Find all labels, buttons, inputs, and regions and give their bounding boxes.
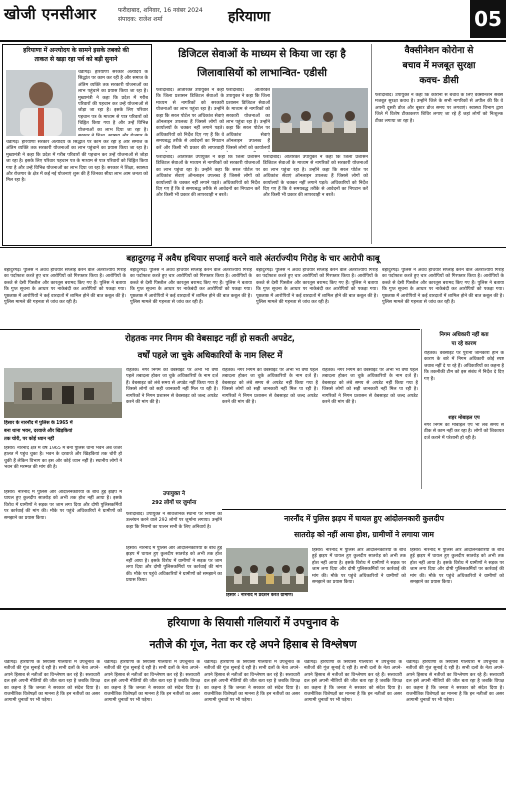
- sidebar1-subhead: शहर मोबाइल एप: [448, 415, 480, 421]
- story5-headline-line2: वर्षों पहले जा चुके अधिकारियों के नाम लिस्ट में: [137, 351, 283, 361]
- divider-top-right: [371, 44, 372, 244]
- story5-body-col2: रोहतक। नगर निगम की वेबसाइट पर अभी भी वर्षों पहले तबादला होकर जा चुके अधिकारियों के नाम दर्ज हैं। वेबसाइट को लंबे समय से अपडेट नहीं किया गया है जिससे लोगों को सही जानकारी नहीं मिल पा रही है। नागरिकों ने निगम प्रशासन से वेबसाइट को जल्द अपडेट करने की मांग की है।: [222, 368, 318, 406]
- rule-2: [0, 329, 420, 330]
- building-photo: [4, 368, 122, 418]
- rule-1: [0, 247, 506, 248]
- section-title: हरियाणा: [228, 9, 271, 25]
- portrait-photo-art: [6, 70, 76, 136]
- story9-body-col2: चंडीगढ़। हरियाणा के सियासी गलियारों में उपचुनाव के नतीजों की गूंज सुनाई दे रही है। सभी दलों के नेता अपने-अपने हिसाब से नतीजों का विश्लेषण कर रहे हैं। सत्ताधारी दल इसे अपनी नीतियों की जीत बता रहा है जबकि विपक्ष का कहना है कि जनता ने सरकार को संदेश दिया है। राजनीतिक विशेषज्ञों का मानना है कि इन नतीजों का असर आगामी चुनावों पर भी पड़ेगा।: [104, 660, 200, 704]
- story3-headline-line1: वैक्सीनेशन कोरोना से: [404, 46, 474, 56]
- dateline: [118, 6, 203, 24]
- story5-body-col3: रोहतक। नगर निगम की वेबसाइट पर अभी भी वर्षों पहले तबादला होकर जा चुके अधिकारियों के नाम दर्ज हैं। वेबसाइट को लंबे समय से अपडेट नहीं किया गया है जिससे लोगों को सही जानकारी नहीं मिल पा रही है। नागरिकों ने निगम प्रशासन से वेबसाइट को जल्द अपडेट करने की मांग की है।: [322, 368, 418, 406]
- protest-photo-art: [226, 548, 308, 592]
- story8-headline-line2: सातरोड़ को नहीं आया होश, ग्रामीणों ने लगाया जाम: [294, 530, 434, 539]
- sidebar1-headline-line2: पा रहे कारण: [451, 341, 477, 347]
- story6-headline: [4, 420, 122, 444]
- building-photo-art: [4, 368, 122, 418]
- dateline-editor: संपादक: राजेश शर्मा: [118, 16, 163, 23]
- divider-sidebar: [421, 329, 422, 489]
- story8-body-col3: हिसार। नारनौंद में पुलिस और आंदोलनकारियों के बीच हुई झड़प में घायल हुए कुलदीप सातरोड़ को अभी तक होश नहीं आया है। इसके विरोध में ग्रामीणों ने सड़क पर जाम लगा दिया और दोषी पुलिसकर्मियों पर कार्रवाई की मांग की। मौके पर पहुंचे अधिकारियों ने ग्रामीणों को समझाने का प्रयास किया।: [410, 548, 504, 586]
- story4-headline: बहादुरगढ़ में अवैध हथियार सप्लाई करने वाले अंतर्राज्यीय गिरोह के चार आरोपी काबू: [126, 253, 380, 263]
- story8-headline-line1: नारनौंद में पुलिस झड़प में घायल हुए आंदोलनकारी कुलदीप: [284, 514, 444, 523]
- protest-photo-caption: हिसार : नारनौंद में प्रदर्शन करते ग्रामीण।: [226, 593, 294, 598]
- story2-headline-line2: जिलावासियों को लाभान्वित- एडीसी: [197, 68, 327, 79]
- story2-headline-line1: डिजिटल सेवाओं के माध्यम से किया जा रहा है: [178, 49, 346, 60]
- masthead: [0, 0, 506, 42]
- story4-body-col4: बहादुरगढ़। पुलिस ने अवैध हथियार सप्लाई करने वाले अंतर्राज्यीय गिरोह का पर्दाफाश करते हुए चार आरोपियों को गिरफ्तार किया है। आरोपियों के कब्जे से देसी पिस्तौल और कारतूस बरामद किए गए हैं। पुलिस ने बताया कि गुप्त सूचना के आधार पर नाकेबंदी कर आरोपियों को पकड़ा गया। पूछताछ में आरोपियों ने कई वारदातों में शामिल होने की बात कबूल की है। पुलिस मामले की गहनता से जांच कर रही है।: [382, 268, 504, 306]
- sidebar1-headline-line1: निगम अधिकारी नहीं बता: [439, 332, 489, 338]
- story6-headline-line3: तक चोरी, पर कोई ध्यान नहीं: [4, 437, 54, 442]
- story9-body-col4: चंडीगढ़। हरियाणा के सियासी गलियारों में उपचुनाव के नतीजों की गूंज सुनाई दे रही है। सभी दलों के नेता अपने-अपने हिसाब से नतीजों का विश्लेषण कर रहे हैं। सत्ताधारी दल इसे अपनी नीतियों की जीत बता रहा है जबकि विपक्ष का कहना है कि जनता ने सरकार को संदेश दिया है। राजनीतिक विशेषज्ञों का मानना है कि इन नतीजों का असर आगामी चुनावों पर भी पड़ेगा।: [304, 660, 402, 704]
- story8-body-col1: हिसार। नारनौंद में पुलिस और आंदोलनकारियों के बीच हुई झड़प में घायल हुए कुलदीप सातरोड़ को अभी तक होश नहीं आया है। इसके विरोध में ग्रामीणों ने सड़क पर जाम लगा दिया और दोषी पुलिसकर्मियों पर कार्रवाई की मांग की। मौके पर पहुंचे अधिकारियों ने ग्रामीणों को समझाने का प्रयास किया।: [126, 546, 222, 584]
- story9-headline-line1: हरियाणा के सियासी गलियारों में उपचुनाव के: [167, 616, 339, 629]
- story4-body-col2: बहादुरगढ़। पुलिस ने अवैध हथियार सप्लाई करने वाले अंतर्राज्यीय गिरोह का पर्दाफाश करते हुए चार आरोपियों को गिरफ्तार किया है। आरोपियों के कब्जे से देसी पिस्तौल और कारतूस बरामद किए गए हैं। पुलिस ने बताया कि गुप्त सूचना के आधार पर नाकेबंदी कर आरोपियों को पकड़ा गया। पूछताछ में आरोपियों ने कई वारदातों में शामिल होने की बात कबूल की है। पुलिस मामले की गहनता से जांच कर रही है।: [130, 268, 252, 306]
- story1-headline-line1: हरियाणा में अन्त्योदय के सामने इसके तबको की: [23, 47, 129, 54]
- story3-headline-line2: बचाव में मजबूत सुरक्षा: [402, 61, 476, 71]
- story9-body-col3: चंडीगढ़। हरियाणा के सियासी गलियारों में उपचुनाव के नतीजों की गूंज सुनाई दे रही है। सभी दलों के नेता अपने-अपने हिसाब से नतीजों का विश्लेषण कर रहे हैं। सत्ताधारी दल इसे अपनी नीतियों की जीत बता रहा है जबकि विपक्ष का कहना है कि जनता ने सरकार को संदेश दिया है। राजनीतिक विशेषज्ञों का मानना है कि इन नतीजों का असर आगामी चुनावों पर भी पड़ेगा।: [204, 660, 300, 704]
- story7-body: फरीदाबाद। उपायुक्त ने सार्वजनिक स्थानों पर नियमों का उल्लंघन करने वाले 292 लोगों पर जुर्माना लगाया। उन्होंने कहा कि नियमों का पालन सभी के लिए अनिवार्य है।: [126, 512, 222, 530]
- dateline-date: फरीदाबाद, शनिवार, 16 नवंबर 2024: [118, 7, 203, 14]
- story2-body-col1: फरीदाबाद। अतिरिक्त उपायुक्त ने कहा कि जिला प्रशासन डिजिटल सेवाओं के माध्यम से नागरिकों को सरकारी योजनाओं का लाभ पहुंचा रहा है। उन्होंने कहा कि सरल पोर्टल पर अधिकांश सेवाएं ऑनलाइन उपलब्ध हैं जिससे लोगों को कार्यालयों के चक्कर नहीं लगाने पड़ते। अधिकारियों को निर्देश दिए गए हैं कि वे समयबद्ध तरीके से आवेदनों का निपटान करें और किसी भी प्रकार की लापरवाही: [156, 88, 224, 151]
- story3-headline: [374, 44, 504, 90]
- portrait-photo: [6, 70, 76, 136]
- story9-headline: [2, 612, 504, 656]
- story9-body-col1: चंडीगढ़। हरियाणा के सियासी गलियारों में उपचुनाव के नतीजों की गूंज सुनाई दे रही है। सभी दलों के नेता अपने-अपने हिसाब से नतीजों का विश्लेषण कर रहे हैं। सत्ताधारी दल इसे अपनी नीतियों की जीत बता रहा है जबकि विपक्ष का कहना है कि जनता ने सरकार को संदेश दिया है। राजनीतिक विशेषज्ञों का मानना है कि इन नतीजों का असर आगामी चुनावों पर भी पड़ेगा।: [4, 660, 100, 704]
- story6-headline-line2: बना थाना भवन, दरवाजे और खिड़कियां: [4, 429, 73, 434]
- page-number: 05: [470, 0, 506, 38]
- story8-body-col2: हिसार। नारनौंद में पुलिस और आंदोलनकारियों के बीच हुई झड़प में घायल हुए कुलदीप सातरोड़ को अभी तक होश नहीं आया है। इसके विरोध में ग्रामीणों ने सड़क पर जाम लगा दिया और दोषी पुलिसकर्मियों पर कार्रवाई की मांग की। मौके पर पहुंचे अधिकारियों ने ग्रामीणों को समझाने का प्रयास किया।: [312, 548, 406, 586]
- story2-body-col4: फरीदाबाद। अतिरिक्त उपायुक्त ने कहा कि जिला प्रशासन डिजिटल सेवाओं के माध्यम से नागरिकों को सरकारी योजनाओं का लाभ पहुंचा रहा है। उन्होंने कहा कि सरल पोर्टल पर अधिकांश सेवाएं ऑनलाइन उपलब्ध हैं जिससे लोगों को कार्यालयों के चक्कर नहीं लगाने पड़ते। अधिकारियों को निर्देश दिए गए हैं कि वे समयबद्ध तरीके से आवेदनों का निपटान करें और किसी भी प्रकार की लापरवाही न बरतें।: [263, 155, 368, 199]
- sidebar1-headline: [424, 331, 504, 349]
- story9-headline-line2: नतीजे की गूंज, नेता कर रहे अपने हिसाब से विश्लेषण: [149, 638, 357, 651]
- story7-headline-line2: 292 लोगों पर जुर्माना: [151, 500, 197, 506]
- story4-body-col1: बहादुरगढ़। पुलिस ने अवैध हथियार सप्लाई करने वाले अंतर्राज्यीय गिरोह का पर्दाफाश करते हुए चार आरोपियों को गिरफ्तार किया है। आरोपियों के कब्जे से देसी पिस्तौल और कारतूस बरामद किए गए हैं। पुलिस ने बताया कि गुप्त सूचना के आधार पर नाकेबंदी कर आरोपियों को पकड़ा गया। पूछताछ में आरोपियों ने कई वारदातों में शामिल होने की बात कबूल की है। पुलिस मामले की गहनता से जांच कर रही है।: [4, 268, 126, 306]
- story2-headline: [156, 45, 368, 85]
- story6-body: हिसार। नारनौंद क्षेत्र में वर्ष 1965 में बना पुलिस थाना भवन अब जर्जर हालत में पहुंच चुका है। भवन के दरवाजे और खिड़कियां तक चोरी हो चुकी हैं लेकिन विभाग का इस ओर कोई ध्यान नहीं है। स्थानीय लोगों ने भवन की मरम्मत की मांग की है।: [4, 446, 122, 471]
- protest-photo: [226, 548, 308, 592]
- story1-body-b: चंडीगढ़। हरियाणा सरकार अंत्योदय के सिद्धांत पर काम कर रही है और समाज के अंतिम व्यक्ति तक सरकारी योजनाओं का लाभ पहुंचाने का प्रयास किया जा रहा है। मुख्यमंत्री ने कहा कि प्रदेश में गरीब परिवारों की पहचान कर उन्हें योजनाओं से जोड़ा जा रहा है। इसके लिए परिवार पहचान पत्र के माध्यम से पात्र परिवारों को चिह्नित किया गया है और उन्हें विभिन्न योजनाओं का लाभ दिया जा रहा है। सरकार ने शिक्षा, स्वास्थ्य और रोजगार के क्षेत्र में कई नई योजनाएं शुरू की हैं जिनका सीधा लाभ आम जनता को मिल रहा है।: [6, 140, 148, 184]
- story5-body-col1: रोहतक। नगर निगम की वेबसाइट पर अभी भी वर्षों पहले तबादला होकर जा चुके अधिकारियों के नाम दर्ज हैं। वेबसाइट को लंबे समय से अपडेट नहीं किया गया है जिससे लोगों को सही जानकारी नहीं मिल पा रही है। नागरिकों ने निगम प्रशासन से वेबसाइट को जल्द अपडेट करने की मांग की है।: [126, 368, 218, 406]
- story7-headline-line1: उपायुक्त ने: [163, 491, 185, 497]
- story5-headline-line1: रोहतक नगर निगम की वेबसाइट नहीं हो सकती अपडेट,: [125, 334, 295, 344]
- rule-3: [222, 509, 506, 510]
- meeting-photo-art: [272, 88, 368, 152]
- story1-body-a: चंडीगढ़। हरियाणा सरकार अंत्योदय के सिद्धांत पर काम कर रही है और समाज के अंतिम व्यक्ति तक सरकारी योजनाओं का लाभ पहुंचाने का प्रयास किया जा रहा है। मुख्यमंत्री ने कहा कि प्रदेश में गरीब परिवारों की पहचान कर उन्हें योजनाओं से जोड़ा जा रहा है। इसके लिए परिवार पहचान पत्र के माध्यम से पात्र परिवारों को चिह्नित किया गया है और उन्हें विभिन्न योजनाओं का लाभ दिया जा रहा है।: [78, 70, 148, 133]
- story8-body-left: हिसार। नारनौंद में पुलिस और आंदोलनकारियों के बीच हुई झड़प में घायल हुए कुलदीप सातरोड़ को अभी तक होश नहीं आया है। इसके विरोध में ग्रामीणों ने सड़क पर जाम लगा दिया और दोषी पुलिसकर्मियों पर कार्रवाई की मांग की। मौके पर पहुंचे अधिकारियों ने ग्रामीणों को समझाने का प्रयास किया।: [4, 490, 122, 521]
- brand-logo: खोजी एनसीआर: [4, 5, 97, 23]
- sidebar1-body: रोहतक। वेबसाइट पर पुरानी जानकारी होने के कारण के बारे में निगम अधिकारी कोई स्पष्ट जवाब नहीं दे पा रहे हैं। अधिकारियों का कहना है कि तकनीकी टीम को इस संबंध में निर्देश दे दिए गए हैं।: [424, 351, 504, 382]
- story3-headline-line3: कवच- डीसी: [419, 76, 459, 86]
- meeting-photo: [272, 88, 368, 152]
- story7-headline: [126, 490, 222, 510]
- story3-body: फरीदाबाद। उपायुक्त ने कहा कि कोरोना से बचाव के लिए वैक्सीनेशन सबसे मजबूत सुरक्षा कवच है। उन्होंने जिले के सभी नागरिकों से अपील की कि वे अपनी दूसरी डोज और बूस्टर डोज समय पर लगवाएं। स्वास्थ्य विभाग द्वारा जिले में विशेष टीकाकरण शिविर लगाए जा रहे हैं जहां लोगों को निःशुल्क टीका लगाया जा रहा है।: [375, 93, 503, 124]
- story5-headline: [2, 331, 418, 365]
- story6-headline-line1: हिसार के नारनौंद में पुलिस के 1965 में: [4, 421, 73, 426]
- story1-headline: [4, 46, 148, 66]
- story2-body-col2: फरीदाबाद। अतिरिक्त उपायुक्त ने कहा कि जिला प्रशासन डिजिटल सेवाओं के माध्यम से नागरिकों को सरकारी योजनाओं का लाभ पहुंचा रहा है। उन्होंने कहा कि सरल पोर्टल पर अधिकांश सेवाएं ऑनलाइन उपलब्ध हैं जिससे लोगों को कार्यालयों: [226, 88, 270, 151]
- sidebar1-body2: नगर निगम का मोबाइल एप भी लंबे समय से ठीक से काम नहीं कर रहा है। लोगों को शिकायत दर्ज कराने में परेशानी हो रही है।: [424, 423, 504, 441]
- story4-body-col3: बहादुरगढ़। पुलिस ने अवैध हथियार सप्लाई करने वाले अंतर्राज्यीय गिरोह का पर्दाफाश करते हुए चार आरोपियों को गिरफ्तार किया है। आरोपियों के कब्जे से देसी पिस्तौल और कारतूस बरामद किए गए हैं। पुलिस ने बताया कि गुप्त सूचना के आधार पर नाकेबंदी कर आरोपियों को पकड़ा गया। पूछताछ में आरोपियों ने कई वारदातों में शामिल होने की बात कबूल की है। पुलिस मामले की गहनता से जांच कर रही है।: [256, 268, 378, 306]
- story1-headline-line2: ताकत से खड़ा रहा पर्व को बड़ी सुनाने: [34, 56, 118, 63]
- story8-headline: [224, 511, 504, 545]
- story2-body-col3: फरीदाबाद। अतिरिक्त उपायुक्त ने कहा कि जिला प्रशासन डिजिटल सेवाओं के माध्यम से नागरिकों को सरकारी योजनाओं का लाभ पहुंचा रहा है। उन्होंने कहा कि सरल पोर्टल पर अधिकांश सेवाएं ऑनलाइन उपलब्ध हैं जिससे लोगों को कार्यालयों के चक्कर नहीं लगाने पड़ते। अधिकारियों को निर्देश दिए गए हैं कि वे समयबद्ध तरीके से आवेदनों का निपटान करें और किसी भी प्रकार की लापरवाही न बरतें।: [156, 155, 260, 199]
- rule-4: [0, 608, 506, 610]
- story9-body-col5: चंडीगढ़। हरियाणा के सियासी गलियारों में उपचुनाव के नतीजों की गूंज सुनाई दे रही है। सभी दलों के नेता अपने-अपने हिसाब से नतीजों का विश्लेषण कर रहे हैं। सत्ताधारी दल इसे अपनी नीतियों की जीत बता रहा है जबकि विपक्ष का कहना है कि जनता ने सरकार को संदेश दिया है। राजनीतिक विशेषज्ञों का मानना है कि इन नतीजों का असर आगामी चुनावों पर भी पड़ेगा।: [406, 660, 504, 704]
